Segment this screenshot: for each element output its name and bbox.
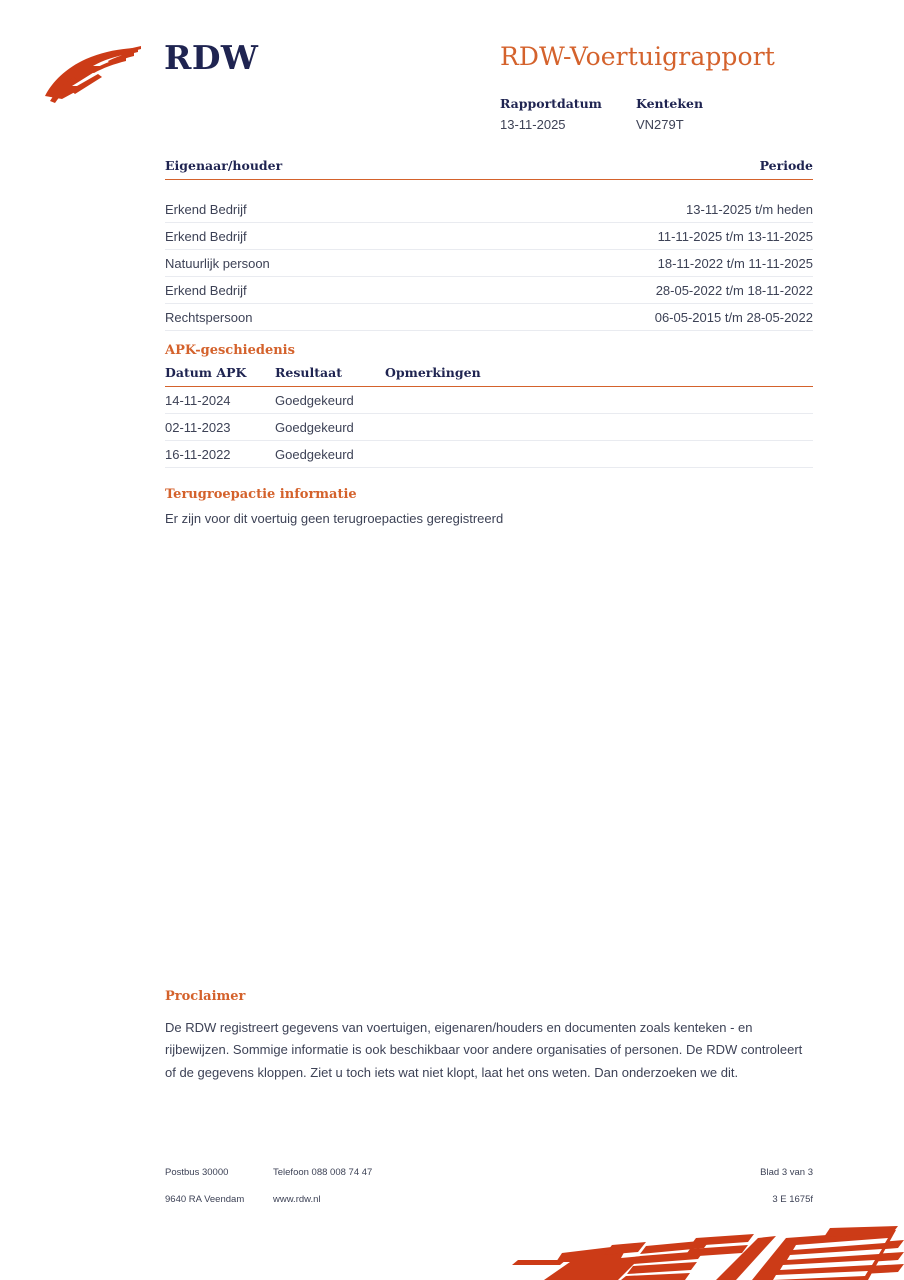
page-title: RDW-Voertuigrapport <box>500 42 775 71</box>
cell-remarks <box>385 440 813 467</box>
page-footer <box>165 1168 813 1218</box>
cell-holder: Erkend Bedrijf <box>165 180 545 223</box>
footer-page-indicator: Blad 3 van 3 <box>760 1167 813 1178</box>
proclaimer-body: De RDW registreert gegevens van voertuigen, eigenaren/houders en documenten zoals kenteken - en rijbewijzen. Sommige informatie is ook beschikbaar voor andere organisaties of personen. De RDW controleert of de gegevens kloppen. Ziet u toch iets wat niet klopt, laat het ons weten. Dan onderzoeken we dit. <box>165 1019 803 1080</box>
recall-title: Terugroepactie informatie <box>165 487 357 502</box>
column-header-holder: Eigenaar/houder <box>165 158 545 180</box>
table-row <box>165 180 813 223</box>
report-date-block <box>500 97 602 132</box>
column-header-result: Resultaat <box>275 365 385 387</box>
apk-history-table <box>165 365 813 468</box>
cell-period: 18-11-2022 t/m 11-11-2025 <box>545 250 813 277</box>
rdw-feather-logo-icon <box>42 41 160 107</box>
cell-holder: Rechtspersoon <box>165 304 545 331</box>
report-date-value: 13-11-2025 <box>500 116 566 132</box>
table-row <box>165 440 813 467</box>
footer-address-line1: Postbus 30000 <box>165 1167 229 1178</box>
cell-period: 13-11-2025 t/m heden <box>545 180 813 223</box>
cell-result: Goedgekeurd <box>275 386 385 413</box>
column-header-apk-date: Datum APK <box>165 365 275 387</box>
table-header-row <box>165 365 813 387</box>
recall-body: Er zijn voor dit voertuig geen terugroepacties geregistreerd <box>165 510 504 526</box>
cell-result: Goedgekeurd <box>275 440 385 467</box>
cell-apk-date: 16-11-2022 <box>165 440 275 467</box>
footer-phone: Telefoon 088 008 74 47 <box>273 1167 373 1178</box>
table-header-row <box>165 158 813 180</box>
apk-history-title: APK-geschiedenis <box>165 343 295 358</box>
table-row <box>165 386 813 413</box>
cell-result: Goedgekeurd <box>275 413 385 440</box>
cell-apk-date: 14-11-2024 <box>165 386 275 413</box>
footer-address <box>165 1168 244 1204</box>
report-date-label: Rapportdatum <box>500 96 602 111</box>
cell-holder: Erkend Bedrijf <box>165 223 545 250</box>
cell-period: 11-11-2025 t/m 13-11-2025 <box>545 223 813 250</box>
footer-page-info <box>760 1168 813 1204</box>
proclaimer-section <box>165 990 813 1084</box>
owner-table <box>165 158 813 331</box>
cell-apk-date: 02-11-2023 <box>165 413 275 440</box>
table-row <box>165 223 813 250</box>
footer-contact <box>273 1168 372 1204</box>
cell-period: 28-05-2022 t/m 18-11-2022 <box>545 277 813 304</box>
license-plate-value: VN279T <box>636 116 684 132</box>
cell-period: 06-05-2015 t/m 28-05-2022 <box>545 304 813 331</box>
column-header-remarks: Opmerkingen <box>385 365 813 387</box>
proclaimer-title: Proclaimer <box>165 989 246 1004</box>
table-row <box>165 304 813 331</box>
rdw-logo <box>42 33 272 108</box>
table-row <box>165 413 813 440</box>
cell-holder: Natuurlijk persoon <box>165 250 545 277</box>
license-plate-block <box>636 97 703 132</box>
cell-remarks <box>385 386 813 413</box>
footer-address-line2: 9640 RA Veendam <box>165 1193 245 1205</box>
cell-remarks <box>385 413 813 440</box>
table-row <box>165 250 813 277</box>
rdw-wordmark: RDW <box>164 38 259 77</box>
cell-holder: Erkend Bedrijf <box>165 277 545 304</box>
owner-section <box>165 158 813 331</box>
table-row <box>165 277 813 304</box>
footer-form-code: 3 E 1675f <box>772 1193 813 1205</box>
license-plate-label: Kenteken <box>636 96 704 111</box>
rdw-stripes-graphic-icon <box>500 1226 904 1280</box>
recall-section <box>165 488 813 529</box>
apk-history-section <box>165 344 813 468</box>
column-header-period: Periode <box>545 158 813 180</box>
footer-website[interactable]: www.rdw.nl <box>273 1193 321 1205</box>
